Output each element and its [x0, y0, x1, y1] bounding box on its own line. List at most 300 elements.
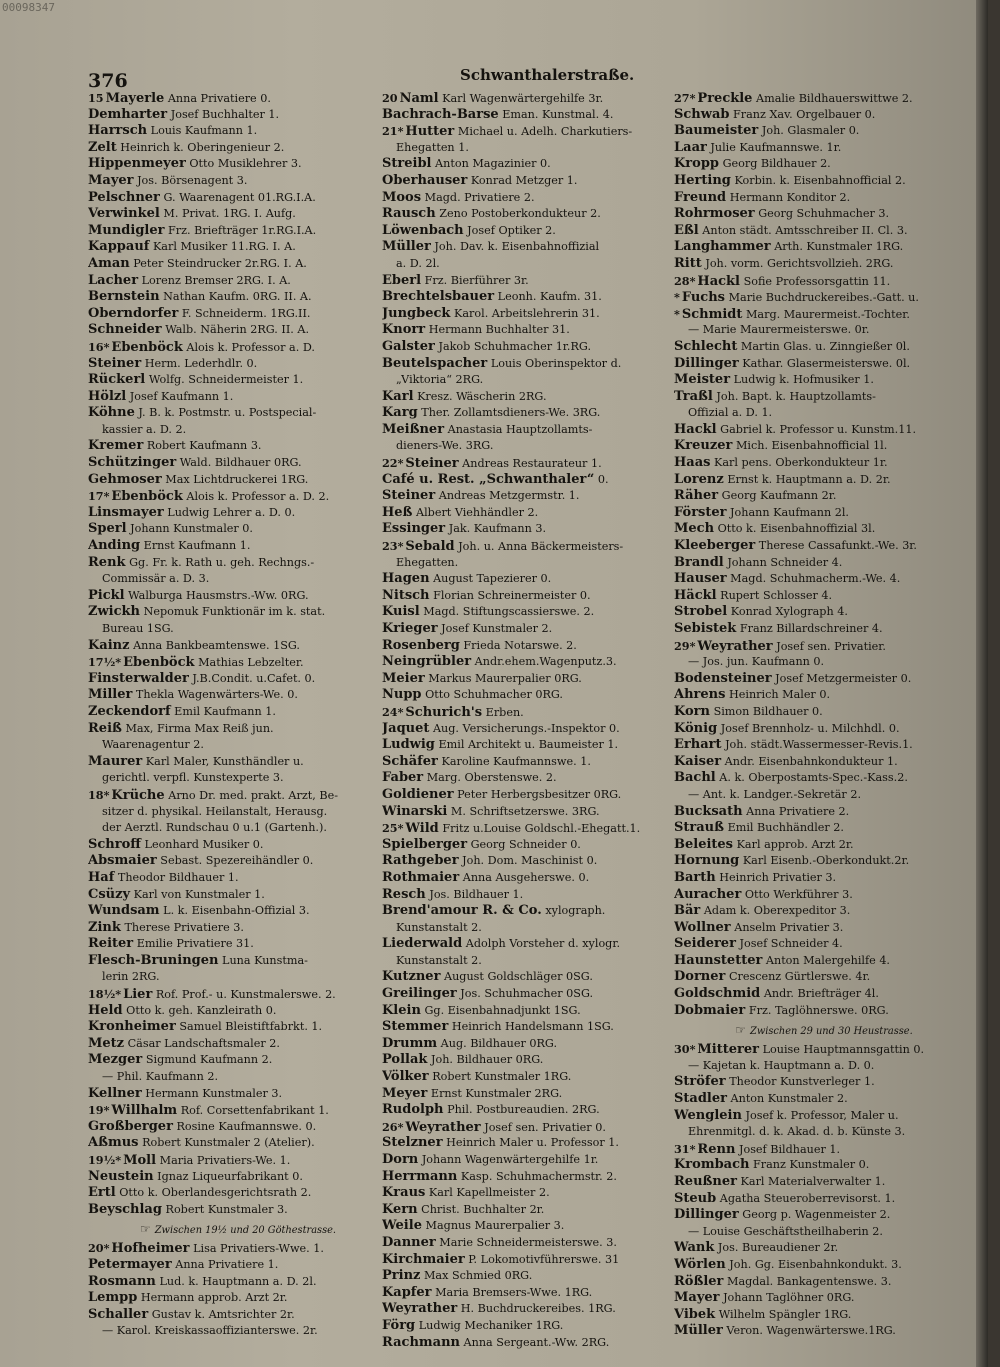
entry-details: Joh. Dav. k. Eisenbahnoffizial [434, 240, 600, 254]
resident-name: Flesch-Bruningen [88, 952, 219, 968]
directory-entry [88, 936, 388, 953]
resident-name: Petermayer [88, 1256, 172, 1272]
directory-entry [382, 571, 682, 588]
entry-details: Franz Billardschreiner 4. [739, 622, 883, 635]
resident-name: Oberndorfer [88, 305, 179, 321]
resident-name: Haunstetter [674, 952, 763, 968]
house-number: 17* [88, 489, 110, 504]
resident-name: Baumeister [674, 123, 759, 139]
resident-name: Renk [88, 554, 126, 570]
resident-name: Wörlen [674, 1256, 726, 1272]
entry-details: Fritz u.Louise Goldschl.-Ehegatt.1. [442, 822, 641, 836]
directory-entry [88, 1003, 388, 1020]
resident-name: Rößler [674, 1273, 724, 1289]
house-number: 21* [382, 124, 404, 139]
resident-name: Meier [382, 670, 425, 686]
resident-name: Erhart [674, 737, 722, 753]
entry-details: Rof. Corsettenfabrikant 1. [180, 1104, 329, 1118]
directory-entry [674, 920, 974, 937]
directory-entry [382, 521, 682, 538]
entry-continuation [88, 422, 388, 439]
entry-details: Offizial a. D. 1. [688, 406, 773, 420]
entry-details: Anton Magazinier 0. [435, 157, 551, 171]
resident-name: Anding [88, 538, 141, 554]
entry-details: Robert Kunstmaler 2 (Atelier). [142, 1136, 315, 1150]
directory-entry [674, 621, 974, 638]
entry-continuation [88, 804, 388, 821]
entry-details: Commissär a. D. 3. [102, 572, 210, 586]
resident-name: Prinz [382, 1268, 421, 1284]
entry-continuation [382, 372, 682, 389]
resident-name: Verwinkel [88, 206, 160, 222]
house-number: 27* [674, 91, 696, 105]
resident-name: Kuisl [382, 604, 420, 620]
resident-name: Zwickh [88, 604, 140, 620]
entry-details: Mathias Lebzelter. [198, 656, 304, 670]
directory-entry [674, 339, 974, 356]
entry-details: Veron. Wagenwärterswe.1RG. [726, 1324, 896, 1338]
resident-name: Zink [88, 919, 121, 935]
resident-name: Weyrather [405, 1119, 481, 1135]
resident-name: Ebenböck [123, 655, 195, 671]
directory-entry [674, 969, 974, 986]
entry-continuation [674, 787, 974, 804]
resident-name: Bodensteiner [674, 670, 772, 686]
directory-entry [674, 173, 974, 190]
entry-details: — Kajetan k. Hauptmann a. D. 0. [688, 1058, 875, 1072]
directory-entry [674, 555, 974, 572]
entry-details: J. B. k. Postmstr. u. Postspecial- [138, 406, 317, 420]
resident-name: Kappauf [88, 239, 150, 255]
entry-details: Karl Eisenb.-Oberkondukt.2r. [742, 854, 910, 868]
resident-name: Kremer [88, 438, 144, 454]
directory-entry [382, 156, 682, 173]
entry-details: Erben. [485, 705, 524, 719]
directory-entry [674, 123, 974, 140]
entry-details: Luna Kunstma- [222, 953, 308, 967]
resident-name: Kropp [674, 156, 719, 172]
running-head: Schwanthalerstraße. [460, 66, 635, 84]
resident-name: Langhammer [674, 239, 771, 255]
entry-details: Korbin. k. Eisenbahnofficial 2. [734, 173, 906, 187]
resident-name: Essinger [382, 521, 446, 537]
resident-name: Bachrach-Barse [382, 106, 499, 122]
directory-entry [674, 837, 974, 854]
entry-details: Magd. Privatiere 2. [424, 190, 535, 204]
directory-entry [382, 1169, 682, 1186]
entry-details: Peter Herbergsbesitzer 0RG. [457, 787, 622, 801]
directory-entry [88, 405, 388, 422]
entry-details: Konrad Metzger 1. [470, 173, 578, 187]
resident-name: König [674, 720, 718, 736]
entry-details: Ludwig Mechaniker 1RG. [418, 1318, 564, 1332]
resident-name: Hagen [382, 571, 430, 587]
directory-entry [674, 422, 974, 439]
entry-details: August Goldschläger 0SG. [444, 970, 593, 984]
directory-entry [382, 538, 682, 555]
entry-continuation [88, 969, 388, 986]
directory-entry [674, 1041, 974, 1058]
resident-name: Aßmus [88, 1135, 139, 1151]
entry-details: Max, Firma Max Reiß jun. [125, 721, 274, 735]
entry-details: Emil Kaufmann 1. [174, 704, 276, 718]
entry-details: Gustav k. Amtsrichter 2r. [151, 1307, 295, 1321]
directory-entry [674, 206, 974, 223]
directory-entry [382, 1019, 682, 1036]
entry-details: Karoline Kaufmannswe. 1. [441, 754, 591, 768]
resident-name: Bucksath [674, 803, 743, 819]
directory-entry [88, 787, 388, 804]
entry-details: Louise Hauptmannsgattin 0. [762, 1043, 924, 1057]
house-number: 20* [88, 1241, 110, 1256]
resident-name: Rausch [382, 206, 436, 222]
resident-name: Vibek [674, 1306, 716, 1322]
resident-name: Lacher [88, 272, 139, 288]
entry-details: August Tapezierer 0. [433, 572, 552, 586]
entry-details: Josef sen. Privatier 0. [484, 1120, 606, 1134]
resident-name: Strobel [674, 604, 728, 620]
resident-name: Auracher [674, 886, 742, 902]
entry-details: Marie Schneidermeisterswe. 3. [439, 1235, 617, 1249]
resident-name: Rathgeber [382, 853, 459, 869]
entry-details: Karl Maler, Kunsthändler u. [145, 754, 304, 768]
resident-name: Rudolph [382, 1102, 444, 1118]
resident-name: Mayer [88, 172, 134, 188]
resident-name: Ebenböck [111, 489, 183, 505]
notice-text: Zwischen 19½ und 20 Göthestrasse. [154, 1225, 337, 1237]
directory-entry [88, 339, 388, 356]
resident-name: Kraus [382, 1185, 426, 1201]
house-number: * [674, 306, 680, 321]
entry-details: Anastasia Hauptzollamts- [447, 422, 593, 436]
directory-entry [382, 638, 682, 655]
entry-details: Ignaz Liqueurfabrikant 0. [157, 1169, 303, 1183]
resident-name: Rosenberg [382, 637, 460, 653]
entry-details: H. Buchdruckereibes. 1RG. [460, 1302, 616, 1316]
entry-details: sitzer d. physikal. Heilanstalt, Herausg. [102, 804, 328, 818]
entry-details: Andr. Briefträger 4l. [763, 987, 879, 1001]
entry-details: L. k. Eisenbahn-Offizial 3. [163, 904, 310, 918]
directory-entry [88, 1052, 388, 1069]
entry-continuation [674, 1124, 974, 1141]
entry-details: Ludwig k. Hofmusiker 1. [733, 373, 874, 387]
entry-details: Arth. Kunstmaler 1RG. [774, 240, 904, 254]
resident-name: Laar [674, 139, 707, 155]
resident-name: Miller [88, 687, 133, 703]
entry-details: Johann Taglöhner 0RG. [723, 1291, 855, 1305]
entry-continuation [88, 770, 388, 787]
directory-entry [88, 721, 388, 738]
entry-details: a. D. 2l. [396, 256, 440, 270]
directory-entry [88, 903, 388, 920]
entry-details: „Viktoria“ 2RG. [396, 373, 484, 387]
resident-name: Drumm [382, 1035, 438, 1051]
directory-entry [674, 1074, 974, 1091]
entry-details: Jos. Börsenagent 3. [137, 173, 248, 187]
directory-entry [88, 953, 388, 970]
resident-name: Kronheimer [88, 1019, 176, 1035]
entry-details: Konrad Xylograph 4. [730, 605, 848, 619]
resident-name: Neustein [88, 1168, 154, 1184]
entry-details: Walb. Näherin 2RG. II. A. [165, 323, 310, 337]
directory-entry [88, 140, 388, 157]
entry-details: Therese Cassafunkt.-We. 3r. [758, 539, 917, 553]
directory-entry [382, 604, 682, 621]
entry-details: Maria Bremsers-Wwe. 1RG. [435, 1285, 593, 1299]
entry-details: Waarenagentur 2. [102, 738, 204, 752]
entry-details: Lorenz Bremser 2RG. I. A. [141, 273, 291, 287]
directory-entry [88, 1169, 388, 1186]
resident-name: Bachl [674, 770, 716, 786]
resident-name: Pollak [382, 1052, 428, 1068]
resident-name: Hofheimer [111, 1241, 190, 1257]
entry-details: — Louise Geschäftstheilhaberin 2. [688, 1224, 883, 1238]
directory-entry [382, 273, 682, 290]
entry-details: Alois k. Professor a. D. 2. [186, 490, 330, 504]
entry-details: Adolph Vorsteher d. xylogr. [465, 937, 621, 951]
entry-details: Karl Musiker 11.RG. I. A. [152, 240, 296, 254]
resident-name: Krüche [111, 787, 165, 803]
resident-name: Nitsch [382, 587, 430, 603]
resident-name: Haas [674, 455, 711, 471]
directory-entry [88, 123, 388, 140]
resident-name: Mayerle [105, 91, 165, 106]
resident-name: Räher [674, 488, 719, 504]
resident-name: Kaiser [674, 753, 722, 769]
resident-name: Barth [674, 869, 716, 885]
directory-entry [88, 754, 388, 771]
resident-name: Resch [382, 886, 426, 902]
resident-name: Schäfer [382, 753, 438, 769]
entry-details: Sebast. Spezereihändler 0. [160, 854, 314, 868]
directory-entry [382, 1185, 682, 1202]
directory-entry [382, 621, 682, 638]
resident-name: Moos [382, 189, 422, 205]
entry-details: Georg Schuhmacher 3. [758, 207, 890, 221]
resident-name: Häckl [674, 587, 717, 603]
resident-name: Winarski [382, 803, 448, 819]
directory-entry [382, 472, 682, 489]
resident-name: Rückerl [88, 372, 146, 388]
directory-entry [382, 306, 682, 323]
entry-details: Karl Materialverwalter 1. [740, 1175, 886, 1188]
resident-name: Wollner [674, 919, 731, 935]
directory-entry [674, 1207, 974, 1224]
directory-entry [382, 239, 682, 256]
resident-name: Neingrübler [382, 654, 472, 670]
entry-continuation [674, 322, 974, 339]
directory-entry [88, 1119, 388, 1136]
directory-entry [674, 156, 974, 173]
resident-name: Weyrather [382, 1301, 458, 1317]
directory-entry [674, 289, 974, 306]
entry-details: Nepomuk Funktionär im k. stat. [143, 605, 326, 619]
street-crossing-notice [674, 1019, 974, 1041]
entry-details: Albert Viehhändler 2. [416, 505, 539, 519]
entry-details: Emilie Privatiere 31. [136, 937, 254, 951]
resident-name: Förg [382, 1317, 416, 1333]
entry-details: Karl pens. Oberkondukteur 1r. [714, 456, 888, 470]
directory-entry [88, 90, 388, 107]
directory-entry [674, 505, 974, 522]
directory-entry [88, 887, 388, 904]
entry-details: — Marie Maurermeisterswe. 0r. [688, 323, 870, 337]
entry-continuation [674, 405, 974, 422]
entry-details: Amalie Bildhauerswittwe 2. [756, 92, 913, 105]
entry-details: Hermann Konditor 2. [729, 190, 851, 204]
entry-details: Sofie Professorsgattin 11. [743, 274, 891, 288]
house-number: 19* [88, 1103, 110, 1118]
entry-details: Andr.ehem.Wagenputz.3. [474, 655, 617, 669]
directory-entry [674, 953, 974, 970]
resident-name: Müller [674, 1323, 723, 1339]
directory-entry [382, 870, 682, 887]
entry-details: Otto k. Eisenbahnoffizial 3l. [717, 522, 876, 536]
entry-details: Hermann Buchhalter 31. [428, 323, 570, 337]
resident-name: Meister [674, 372, 731, 388]
directory-entry [382, 853, 682, 870]
resident-name: Steub [674, 1190, 717, 1206]
entry-details: Zeno Postoberkondukteur 2. [439, 207, 601, 221]
entry-details: Jos. Bureaudiener 2r. [717, 1241, 839, 1255]
directory-entry [88, 107, 388, 124]
entry-details: Josef Brennholz- u. Milchhdl. 0. [720, 721, 900, 735]
directory-entry [88, 488, 388, 505]
entry-details: Otto Schuhmacher 0RG. [425, 688, 563, 702]
directory-entry [382, 1252, 682, 1269]
directory-entry [674, 256, 974, 273]
resident-name: Stemmer [382, 1019, 449, 1035]
entry-details: Marg. Oberstenswe. 2. [426, 771, 557, 785]
resident-name: Hutter [405, 124, 455, 140]
resident-name: Klein [382, 1002, 421, 1018]
resident-name: Völker [382, 1069, 429, 1085]
directory-entry [88, 289, 388, 306]
entry-details: Rof. Prof.- u. Kunstmalerswe. 2. [155, 988, 336, 1002]
entry-details: Georg Kaufmann 2r. [721, 489, 837, 503]
resident-name: Schwab [674, 106, 730, 122]
entry-details: Florian Schreinermeister 0. [433, 588, 591, 602]
directory-entry [382, 339, 682, 356]
directory-entry [382, 887, 682, 904]
directory-entry [674, 1174, 974, 1191]
resident-name: Sebistek [674, 621, 737, 636]
entry-details: der Aerztl. Rundschau 0 u.1 (Gartenh.). [102, 821, 327, 835]
directory-entry [382, 1003, 682, 1020]
directory-entry [88, 986, 388, 1003]
resident-name: Löwenbach [382, 222, 464, 238]
entry-details: Jak. Kaufmann 3. [448, 522, 547, 536]
directory-entry [88, 1135, 388, 1152]
resident-name: Preckle [697, 91, 753, 106]
resident-name: Großberger [88, 1118, 173, 1134]
directory-entry [88, 704, 388, 721]
entry-details: Lud. k. Hauptmann a. D. 2l. [159, 1274, 317, 1288]
entry-details: Karl Wagenwärtergehilfe 3r. [442, 92, 604, 105]
directory-entry [88, 1307, 388, 1324]
resident-name: Rothmaier [382, 869, 460, 885]
resident-name: Hippenmeyer [88, 156, 186, 172]
resident-name: Strauß [674, 820, 724, 836]
resident-name: Goldiener [382, 786, 454, 802]
resident-name: Dorn [382, 1152, 419, 1167]
entry-continuation [382, 438, 682, 455]
resident-name: Steiner [405, 456, 459, 472]
entry-details: Josef Optiker 2. [467, 223, 556, 237]
directory-entry [382, 671, 682, 688]
directory-entry [88, 538, 388, 555]
entry-continuation [382, 920, 682, 937]
directory-entry [674, 356, 974, 373]
directory-entry [88, 1102, 388, 1119]
entry-details: Magd. Stiftungscassierswe. 2. [423, 605, 595, 619]
resident-name: Pickl [88, 587, 125, 603]
resident-name: Kainz [88, 637, 130, 653]
entry-details: Julie Kaufmannswe. 1r. [710, 140, 842, 154]
resident-name: Schützinger [88, 455, 177, 471]
directory-entry [382, 455, 682, 472]
resident-name: Dorner [674, 969, 726, 985]
directory-entry [382, 173, 682, 190]
directory-entry [382, 804, 682, 821]
entry-details: Anna Ausgeherswe. 0. [462, 870, 590, 884]
directory-entry [88, 156, 388, 173]
directory-entry [88, 1036, 388, 1053]
resident-name: Moll [123, 1153, 157, 1168]
resident-name: Hornung [674, 853, 740, 869]
resident-name: Ludwig [382, 737, 435, 753]
entry-details: Jos. Bildhauer 1. [429, 887, 524, 901]
directory-entry [88, 322, 388, 339]
entry-continuation [382, 953, 682, 970]
entry-details: Otto Musiklehrer 3. [189, 157, 302, 171]
entry-details: Joh. Gg. Eisenbahnkondukt. 3. [729, 1257, 902, 1271]
directory-entry [382, 654, 682, 671]
resident-name: Korn [674, 703, 710, 719]
resident-name: Rohrmoser [674, 206, 755, 222]
resident-name: Greilinger [382, 986, 457, 1002]
entry-details: Emil Architekt u. Baumeister 1. [438, 738, 619, 752]
resident-name: Harrsch [88, 123, 148, 139]
resident-name: Lier [123, 987, 153, 1003]
house-number: 24* [382, 704, 404, 719]
resident-name: Bernstein [88, 289, 160, 305]
resident-name: Reiter [88, 936, 134, 952]
directory-entry [382, 123, 682, 140]
resident-name: Hackl [674, 421, 717, 437]
resident-name: Schurich's [405, 704, 483, 720]
entry-details: Kathar. Glasermeisterswe. 0l. [742, 356, 911, 370]
entry-details: Joh. Glasmaler 0. [761, 124, 860, 138]
entry-details: M. Privat. 1RG. I. Aufg. [163, 207, 296, 221]
resident-name: Jungbeck [382, 305, 451, 321]
entry-details: Joh. Dom. Maschinist 0. [462, 854, 598, 868]
directory-entry [674, 853, 974, 870]
resident-name: Mezger [88, 1052, 143, 1068]
directory-entry [88, 1019, 388, 1036]
directory-entry [88, 638, 388, 655]
entry-details: Franz Kunstmaler 0. [753, 1158, 870, 1172]
entry-details: Magdal. Bankagentenswe. 3. [726, 1274, 892, 1288]
directory-entry [382, 1268, 682, 1285]
directory-entry [674, 521, 974, 538]
resident-name: Traßl [674, 388, 713, 404]
resident-name: Spielberger [382, 836, 468, 852]
entry-details: Cäsar Landschaftsmaler 2. [127, 1036, 280, 1050]
entry-details: Anna Bankbeamtenswe. 1SG. [133, 638, 300, 652]
directory-entry [674, 107, 974, 124]
directory-entry [88, 306, 388, 323]
